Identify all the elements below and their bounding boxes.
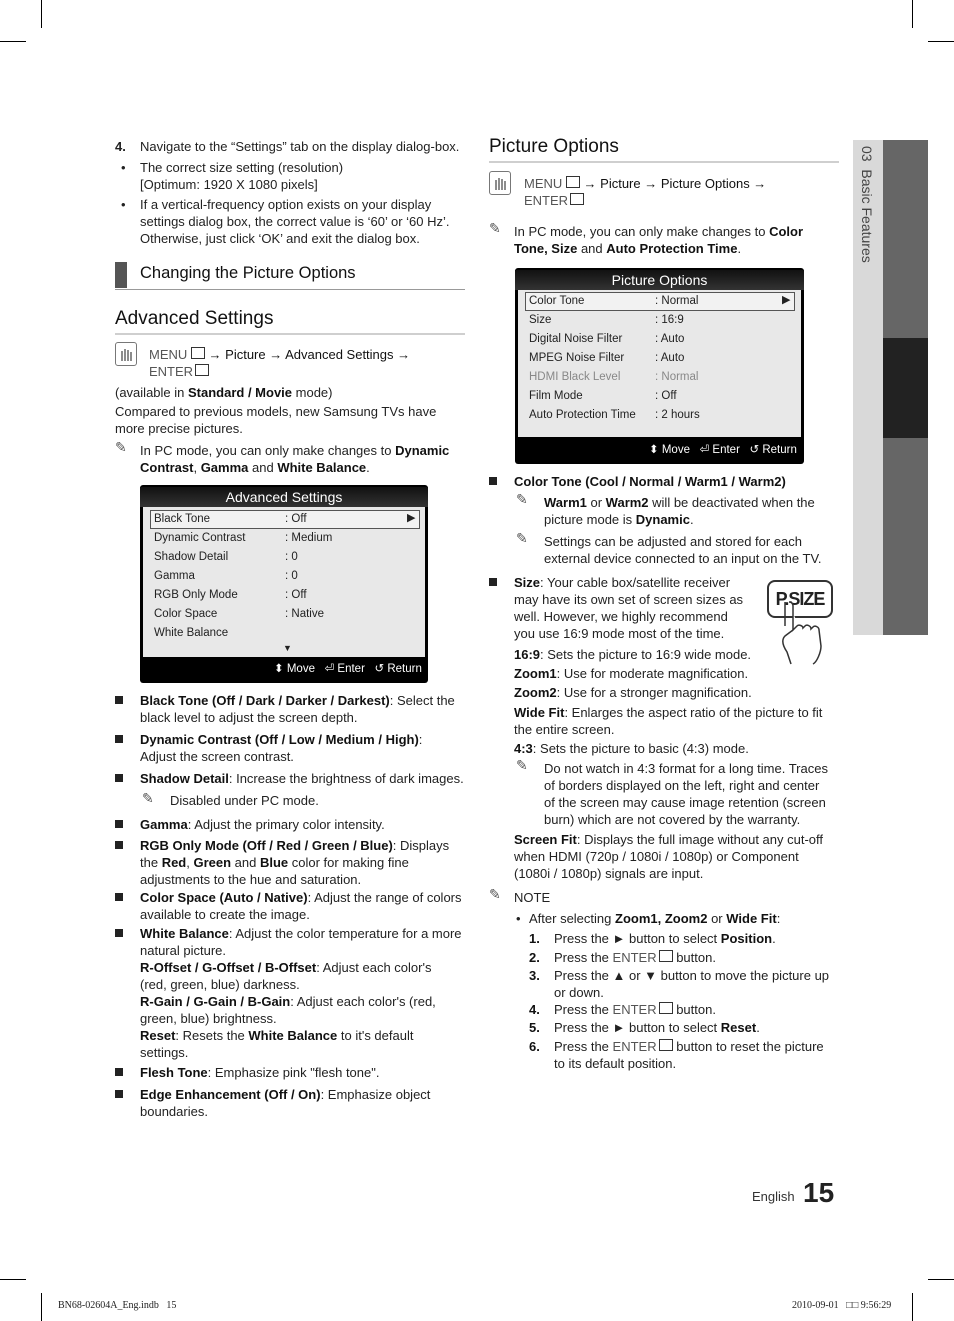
note-icon: ✎ bbox=[489, 220, 501, 236]
bullet-square bbox=[115, 735, 123, 743]
note-icon: ✎ bbox=[516, 757, 528, 773]
size-screen-fit: Screen Fit: Displays the full image without any cut-off when HDMI (720p / 1080i / 1080p) or Component (1080i / 1080p) signals are input. bbox=[514, 832, 824, 881]
bullet-square bbox=[489, 578, 497, 586]
note-icon: ✎ bbox=[115, 439, 127, 455]
osd-row-label[interactable]: Color Tone bbox=[529, 295, 585, 307]
enter-icon bbox=[195, 364, 209, 376]
enter-icon bbox=[659, 1039, 673, 1051]
menu-icon bbox=[566, 176, 580, 188]
availability-note: (available in Standard / Movie mode) bbox=[115, 385, 333, 400]
right-arrow-icon: ▶ bbox=[407, 512, 416, 524]
size-4-3-note: Do not watch in 4:3 format for a long time. Traces of borders displayed on the left, right and center of the screen may cause image retention (screen burn) which are not covered by the warranty. bbox=[544, 761, 828, 827]
return-icon: ↺ bbox=[749, 444, 760, 456]
osd-row-label[interactable]: MPEG Noise Filter bbox=[529, 352, 625, 364]
osd-row-value: : Off bbox=[285, 513, 307, 525]
enter-icon: ⏎ bbox=[324, 663, 335, 675]
size-zoom1: Zoom1: Use for moderate magnification. bbox=[514, 666, 749, 681]
bullet-square bbox=[115, 820, 123, 828]
note-icon: ✎ bbox=[142, 790, 154, 806]
osd-row-value: : Normal bbox=[655, 295, 699, 307]
picture-options-osd bbox=[515, 268, 804, 464]
osd-menu bbox=[143, 507, 425, 657]
crop-mark bbox=[912, 1293, 913, 1321]
osd-row-label[interactable]: Film Mode bbox=[529, 390, 583, 402]
subsection-title: Changing the Picture Options bbox=[140, 264, 356, 282]
after-selecting: After selecting Zoom1, Zoom2 or Wide Fit: bbox=[529, 911, 781, 926]
osd-row-label[interactable]: Digital Noise Filter bbox=[529, 333, 623, 345]
osd-menu bbox=[518, 290, 801, 437]
osd-row-value: : Normal bbox=[655, 371, 699, 383]
item-rgb-only: RGB Only Mode (Off / Red / Green / Blue): Displays the Red, Green and Blue color for making fine adjustments to the hue and saturation. bbox=[140, 838, 450, 887]
note-icon: ✎ bbox=[489, 886, 501, 902]
page-number: 15 bbox=[803, 1177, 835, 1208]
enter-icon: ⏎ bbox=[699, 444, 710, 456]
psize-button[interactable]: P.SIZE bbox=[767, 580, 833, 618]
osd-row-value: : Native bbox=[285, 608, 324, 620]
move-icon: ⬍ bbox=[649, 444, 659, 456]
menu-path: MENU → Picture → Picture Options → ENTER bbox=[524, 176, 767, 208]
bullet: • bbox=[516, 911, 521, 926]
pc-mode-note: In PC mode, you can only make changes to Dynamic Contrast, Gamma and White Balance. bbox=[140, 443, 450, 475]
item-color-space: Color Space (Auto / Native): Adjust the range of colors available to create the image. bbox=[140, 890, 462, 922]
osd-row-value: : Medium bbox=[285, 532, 333, 544]
bullet-square bbox=[115, 774, 123, 782]
chapter-number: 03 bbox=[859, 146, 875, 162]
return-icon: ↺ bbox=[374, 663, 385, 675]
right-arrow-icon: ▶ bbox=[782, 294, 791, 306]
osd-row-label[interactable]: Dynamic Contrast bbox=[154, 532, 246, 544]
osd-row-label[interactable]: Size bbox=[529, 314, 552, 326]
osd-row-value: : Off bbox=[655, 390, 677, 402]
item-black-tone: Black Tone (Off / Dark / Darker / Darkest): Select the black level to adjust the screen depth. bbox=[140, 693, 455, 725]
chapter-sidebar bbox=[853, 140, 928, 635]
crop-mark bbox=[912, 0, 913, 28]
note-icon: ✎ bbox=[516, 491, 528, 507]
bullet-text: The correct size setting (resolution) [Optimum: 1920 X 1080 pixels] bbox=[140, 160, 344, 192]
osd-row-value: : 16:9 bbox=[655, 314, 684, 326]
bullet-square bbox=[489, 477, 497, 485]
divider bbox=[489, 161, 839, 163]
osd-row-label[interactable]: White Balance bbox=[154, 627, 229, 639]
item-edge-enhancement: Edge Enhancement (Off / On): Emphasize object boundaries. bbox=[140, 1087, 431, 1119]
size-wide-fit: Wide Fit: Enlarges the aspect ratio of the picture to fit the entire screen. bbox=[514, 705, 823, 737]
enter-icon bbox=[659, 1002, 673, 1014]
osd-row-value: : Auto bbox=[655, 333, 685, 345]
color-tone-note-1: Warm1 or Warm2 will be deactivated when the picture mode is Dynamic. bbox=[544, 495, 815, 527]
osd-row-label[interactable]: Auto Protection Time bbox=[529, 409, 636, 421]
menu-path: MENU → Picture → Advanced Settings → ENTER bbox=[149, 347, 411, 379]
item-flesh-tone: Flesh Tone: Emphasize pink "flesh tone". bbox=[140, 1065, 380, 1080]
shadow-note: Disabled under PC mode. bbox=[170, 793, 319, 808]
bullet-square bbox=[115, 1090, 123, 1098]
osd-title: Picture Options bbox=[515, 270, 804, 290]
enter-icon bbox=[570, 193, 584, 205]
bullet-square bbox=[115, 1068, 123, 1076]
color-tone-note-2: Settings can be adjusted and stored for each external device connected to an input on the TV. bbox=[544, 534, 822, 566]
bullet: • bbox=[121, 160, 126, 175]
scroll-down-icon[interactable]: ▼ bbox=[283, 643, 292, 653]
crop-mark bbox=[928, 41, 954, 42]
bullet: • bbox=[121, 197, 126, 212]
size-4-3: 4:3: Sets the picture to basic (4:3) mode. bbox=[514, 741, 749, 756]
print-file-info: BN68-02604A_Eng.indb 15 bbox=[58, 1300, 177, 1311]
note-heading: NOTE bbox=[514, 890, 551, 905]
pc-mode-note: In PC mode, you can only make changes to Color Tone, Size and Auto Protection Time. bbox=[514, 224, 804, 256]
move-icon: ⬍ bbox=[274, 663, 284, 675]
bullet-text: If a vertical-frequency option exists on your display settings dialog box, the correct value is ‘60’ or ‘60 Hz’. Otherwise, just click ‘OK’ and exit the dialog box. bbox=[140, 197, 450, 246]
item-white-balance: White Balance: Adjust the color temperature for a more natural picture. R-Offset / G-Offset / B-Offset: Adjust each color's (red, green, blue) darkness. R-Gain / G-Gain / B-Gain: Adjust each color's (red, green, blue) brightness. Reset: Resets the White Balance to it's default settings. bbox=[140, 926, 462, 1060]
footer-language: English bbox=[752, 1189, 795, 1204]
osd-row-label[interactable]: Color Space bbox=[154, 608, 218, 620]
osd-row-label-disabled: HDMI Black Level bbox=[529, 371, 621, 383]
bullet-square bbox=[115, 841, 123, 849]
step-text: Navigate to the “Settings” tab on the display dialog-box. bbox=[140, 139, 460, 154]
size-169: 16:9: Sets the picture to 16:9 wide mode. bbox=[514, 647, 752, 662]
osd-row-label[interactable]: Shadow Detail bbox=[154, 551, 229, 563]
subsection-marker bbox=[115, 262, 127, 288]
osd-row-value: : 0 bbox=[285, 551, 298, 563]
psize-button-illustration bbox=[767, 580, 833, 666]
item-gamma: Gamma: Adjust the primary color intensity. bbox=[140, 817, 385, 832]
item-size: Size: Your cable box/satellite receiver may have its own set of screen sizes as well. However, we highly recommend you use 16:9 mode most of the time. bbox=[514, 575, 744, 641]
advanced-settings-osd bbox=[140, 485, 428, 683]
chapter-title: Basic Features bbox=[859, 169, 875, 263]
divider bbox=[115, 289, 465, 290]
chapter-label bbox=[859, 146, 875, 263]
section-title-picture-options: Picture Options bbox=[489, 136, 619, 157]
compare-text: Compared to previous models, new Samsung TVs have more precise pictures. bbox=[115, 404, 437, 436]
osd-row-value: : Auto bbox=[655, 352, 685, 364]
bullet-square bbox=[115, 929, 123, 937]
menu-icon bbox=[191, 347, 205, 359]
osd-row-value: : 2 hours bbox=[655, 409, 700, 421]
item-shadow-detail: Shadow Detail: Increase the brightness of dark images. bbox=[140, 771, 464, 786]
crop-mark bbox=[0, 1279, 26, 1280]
item-dynamic-contrast: Dynamic Contrast (Off / Low / Medium / High): Adjust the screen contrast. bbox=[140, 732, 423, 764]
crop-mark bbox=[41, 1293, 42, 1321]
remote-hand-icon bbox=[115, 342, 137, 366]
osd-row-label[interactable]: RGB Only Mode bbox=[154, 589, 238, 601]
osd-row-value: : Off bbox=[285, 589, 307, 601]
hand-icon bbox=[777, 600, 833, 666]
print-date: 2010-09-01 □□ 9:56:29 bbox=[792, 1300, 892, 1311]
note-icon: ✎ bbox=[516, 530, 528, 546]
crop-mark bbox=[41, 0, 42, 28]
bullet-square bbox=[115, 893, 123, 901]
enter-icon bbox=[659, 950, 673, 962]
steps-list: 1. Press the ► button to select Position. 2. Press the ENTER button. 3. Press the ▲ or ▼ button to move the picture up or down. 4. Press the ENTER button. 5. Press the ► button to select Reset. 6. Press the ENTER button to reset the picture to its default position. bbox=[529, 931, 830, 1071]
osd-row-label[interactable]: Gamma bbox=[154, 570, 195, 582]
divider bbox=[115, 333, 465, 335]
osd-row-value: : 0 bbox=[285, 570, 298, 582]
section-title-advanced-settings: Advanced Settings bbox=[115, 308, 274, 329]
osd-footer: ⬍ Move ⏎ Enter ↺ Return bbox=[274, 663, 422, 675]
osd-title: Advanced Settings bbox=[140, 487, 428, 507]
size-zoom2: Zoom2: Use for a stronger magnification. bbox=[514, 685, 752, 700]
item-color-tone: Color Tone (Cool / Normal / Warm1 / Warm2) bbox=[514, 474, 786, 489]
osd-row-label[interactable]: Black Tone bbox=[154, 513, 211, 525]
remote-hand-icon bbox=[489, 171, 511, 195]
crop-mark bbox=[0, 41, 26, 42]
osd-footer: ⬍ Move ⏎ Enter ↺ Return bbox=[649, 444, 797, 456]
crop-mark bbox=[928, 1279, 954, 1280]
bullet-square bbox=[115, 696, 123, 704]
step-number: 4. bbox=[115, 139, 126, 154]
